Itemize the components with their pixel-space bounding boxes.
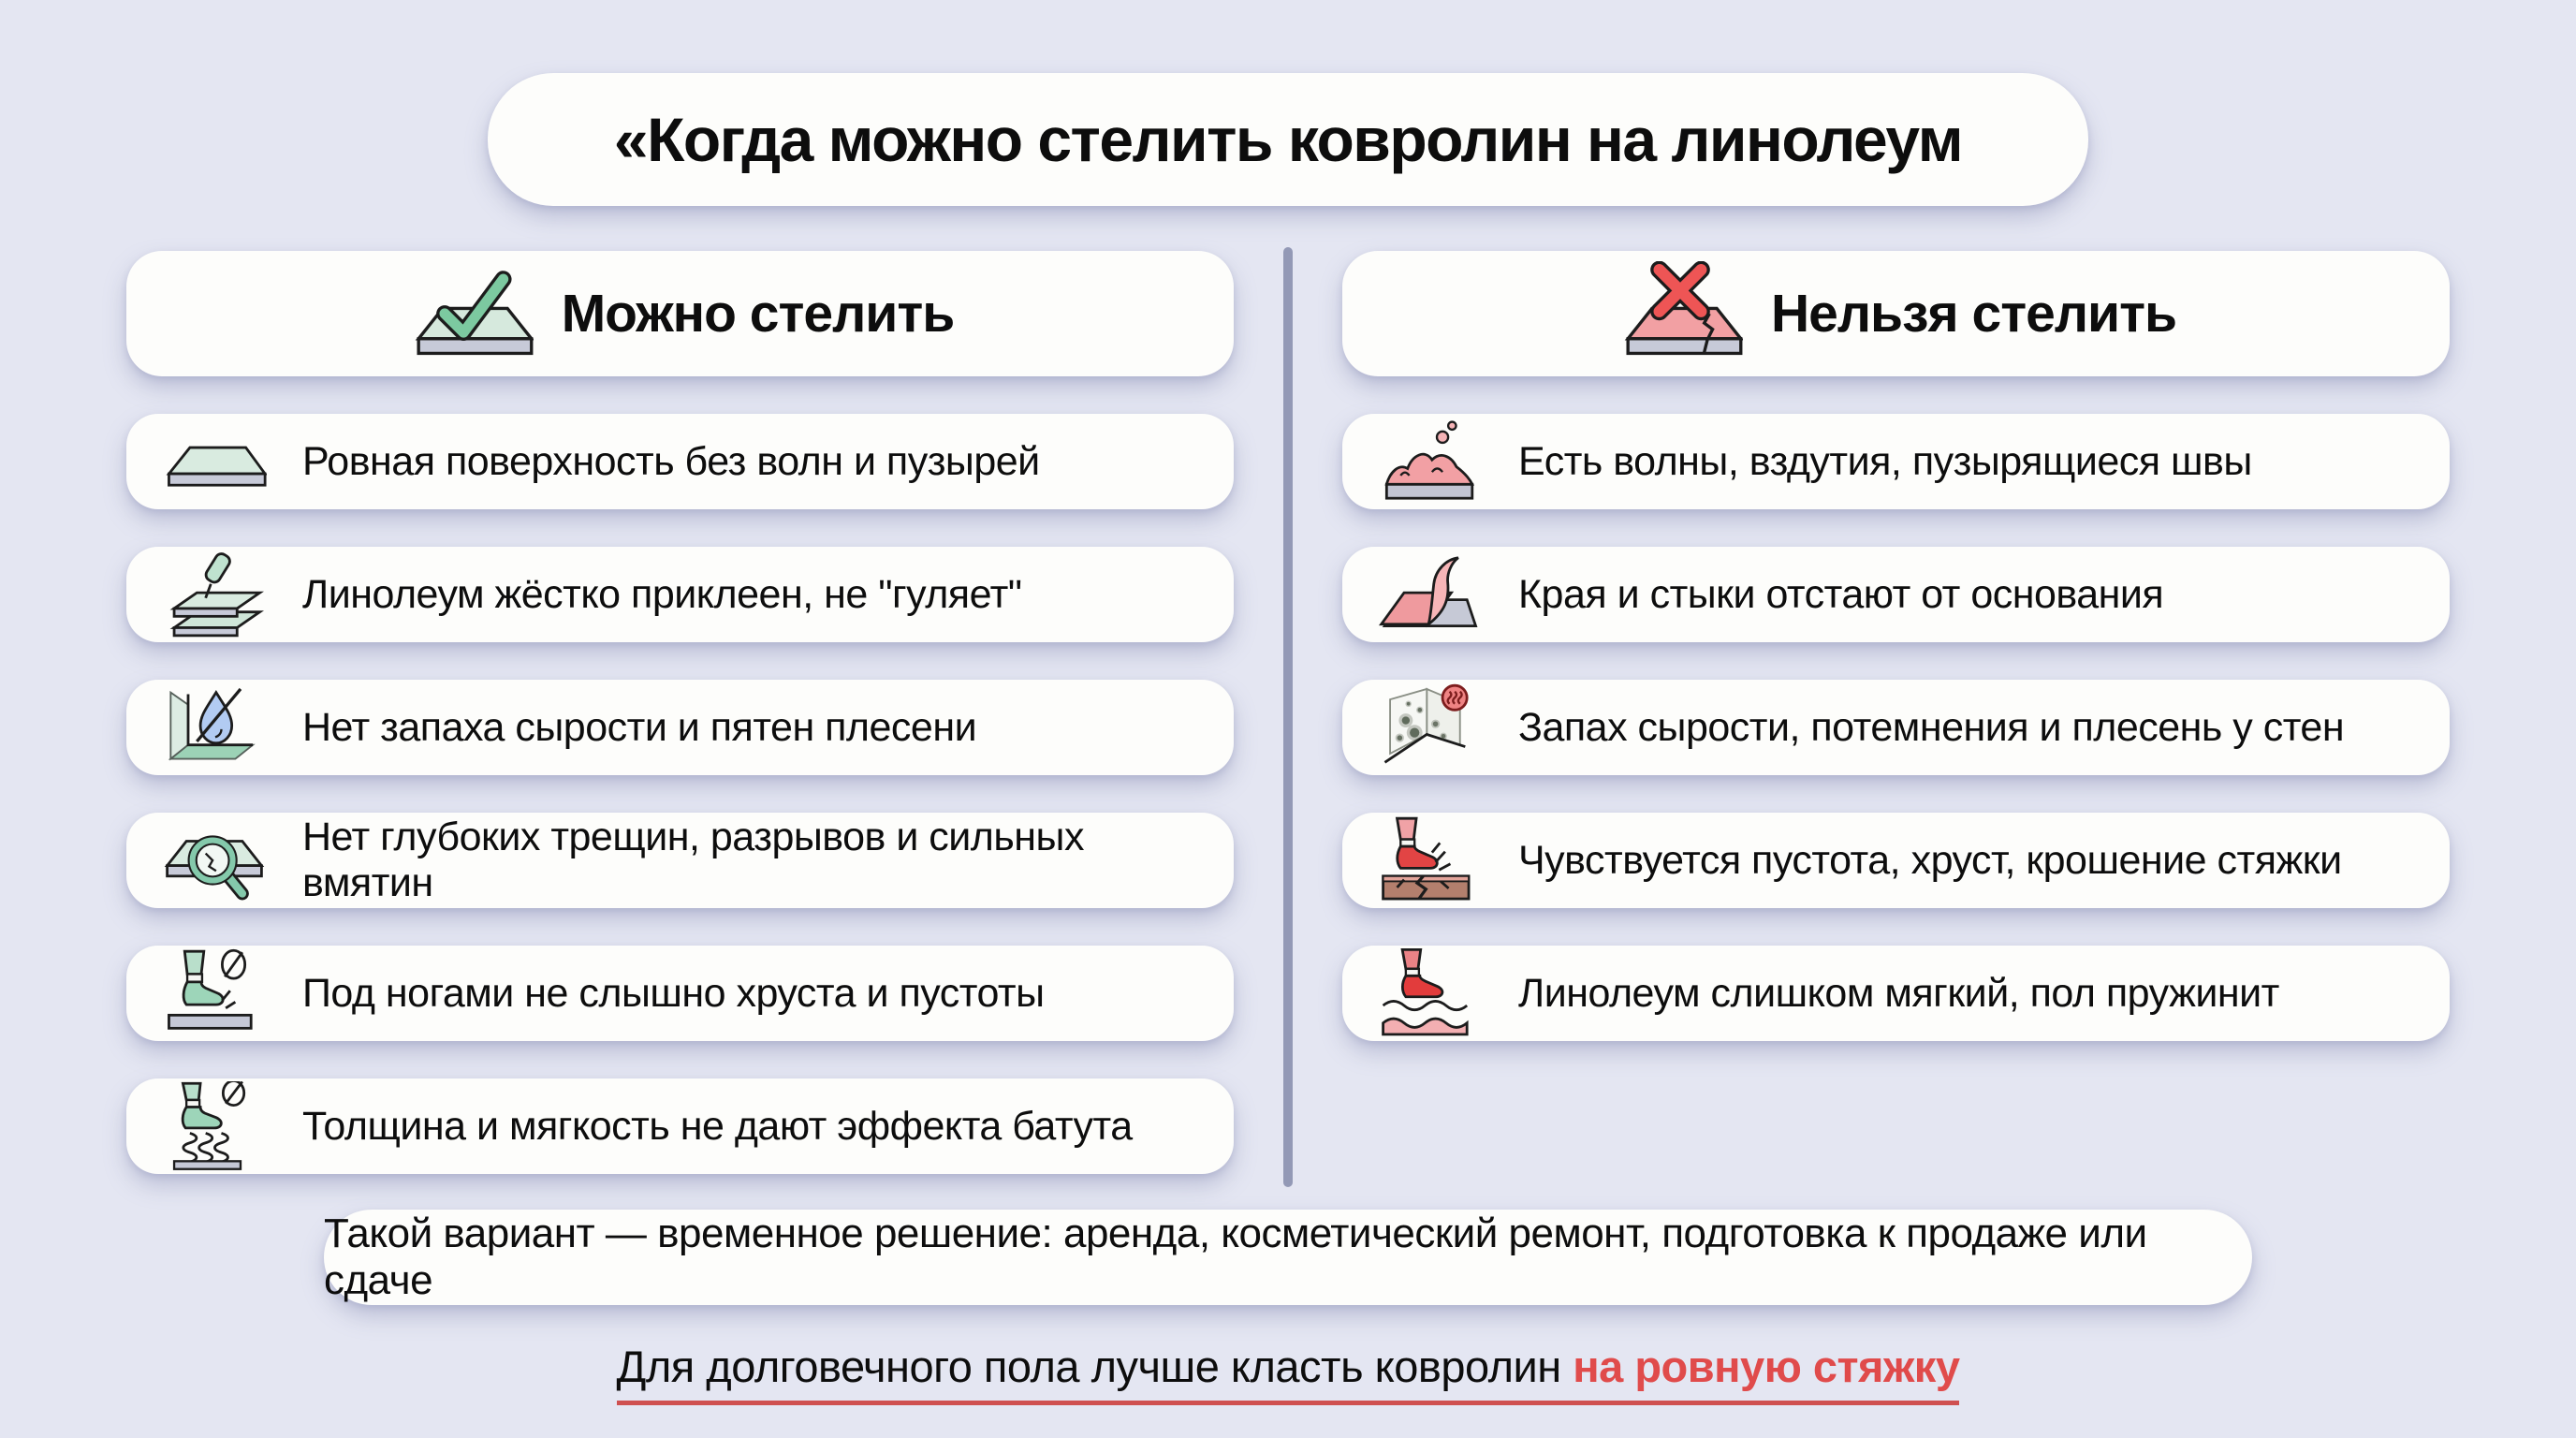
- note-banner: [324, 1210, 2252, 1305]
- advice-line: [0, 1341, 2576, 1405]
- flat-floor-icon: [160, 416, 269, 507]
- forbidden-header: [1342, 251, 2450, 376]
- allowed-header-label: Можно стелить: [561, 284, 955, 344]
- forbidden-item-text: Запах сырости, потемнения и плесень у стен: [1518, 704, 2345, 750]
- allowed-item-text: Толщина и мягкость не дают эффекта батута: [302, 1103, 1133, 1149]
- forbidden-item-1: [1342, 414, 2450, 509]
- page-title: «Когда можно стелить ковролин на линолеум: [613, 105, 1963, 174]
- column-divider: [1283, 247, 1293, 1187]
- forbidden-item-text: Чувствуется пустота, хруст, крошение стяжки: [1518, 837, 2342, 883]
- allowed-item-text: Нет запаха сырости и пятен плесени: [302, 704, 977, 750]
- mold-corner-icon: [1376, 682, 1485, 773]
- boot-soft-floor-icon: [1376, 947, 1485, 1039]
- allowed-item-6: [126, 1078, 1234, 1174]
- forbidden-item-text: Линолеум слишком мягкий, пол пружинит: [1518, 970, 2279, 1016]
- cross-floor-icon: [1616, 259, 1745, 368]
- forbidden-column: [1342, 251, 2450, 1078]
- magnifier-floor-icon: [160, 814, 269, 906]
- foot-no-crunch-icon: [160, 947, 269, 1039]
- allowed-header: [126, 251, 1234, 376]
- allowed-column: [126, 251, 1234, 1211]
- peeling-corner-icon: [1376, 549, 1485, 640]
- boot-cracked-icon: [1376, 814, 1485, 906]
- allowed-item-3: [126, 680, 1234, 775]
- allowed-item-5: [126, 946, 1234, 1041]
- forbidden-item-text: Есть волны, вздутия, пузырящиеся швы: [1518, 438, 2252, 484]
- forbidden-header-label: Нельзя стелить: [1770, 284, 2177, 344]
- allowed-item-2: [126, 547, 1234, 642]
- advice-underline: [617, 1341, 1960, 1405]
- allowed-item-1: [126, 414, 1234, 509]
- title-banner: [488, 73, 2088, 206]
- forbidden-item-3: [1342, 680, 2450, 775]
- forbidden-item-5: [1342, 946, 2450, 1041]
- advice-link[interactable]: на ровную стяжку: [1573, 1342, 1960, 1391]
- forbidden-item-2: [1342, 547, 2450, 642]
- advice-prefix: Для долговечного пола лучше класть ковролин: [616, 1342, 1573, 1391]
- forbidden-item-4: [1342, 813, 2450, 908]
- waves-bubbles-icon: [1376, 416, 1485, 507]
- glued-layers-icon: [160, 549, 269, 640]
- allowed-item-text: Под ногами не слышно хруста и пустоты: [302, 970, 1045, 1016]
- foot-springs-icon: [160, 1080, 269, 1172]
- no-damp-corner-icon: [160, 682, 269, 773]
- allowed-item-text: Ровная поверхность без волн и пузырей: [302, 438, 1040, 484]
- allowed-item-text: Нет глубоких трещин, разрывов и сильных вмятин: [302, 814, 1084, 905]
- check-floor-icon: [406, 259, 535, 368]
- allowed-item-4: [126, 813, 1234, 908]
- forbidden-item-text: Края и стыки отстают от основания: [1518, 571, 2164, 617]
- note-text: Такой вариант — временное решение: аренда, косметический ремонт, подготовка к продаже или сдаче: [324, 1211, 2147, 1303]
- allowed-item-text: Линолеум жёстко приклеен, не "гуляет": [302, 571, 1022, 617]
